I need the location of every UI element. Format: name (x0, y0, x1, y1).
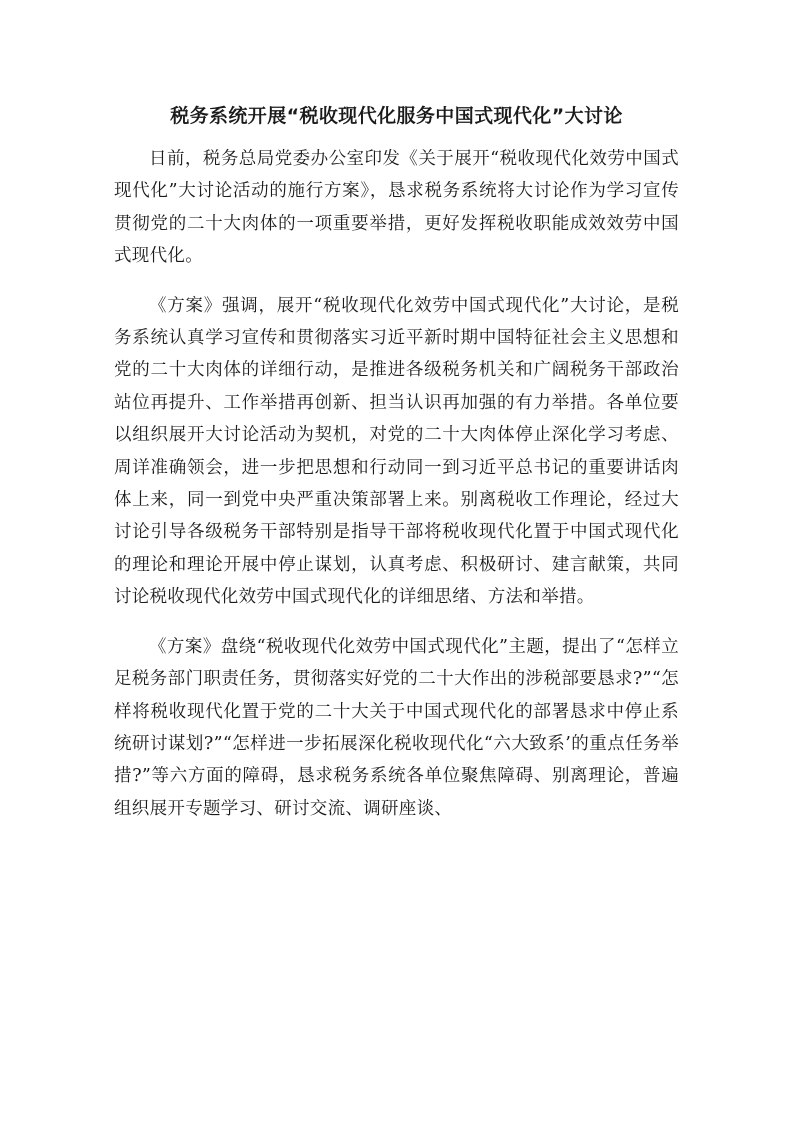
paragraph-3: 《方案》盘绕“税收现代化效劳中国式现代化”主题，提出了“怎样立足税务部门职责任务，贯彻落实好党的二十大作出的涉税部要恳求?”“怎样将税收现代化置于党的二十大关于中国式现代化的部署恳求中停止系统研讨谋划?”“怎样进一步拓展深化税收现代化“六大致系’的重点任务举措?”等六方面的障碍，恳求税务系统各单位聚焦障碍、别离理论，普遍组织展开专题学习、研讨交流、调研座谈、 (114, 636, 679, 819)
document-title: 税务系统开展“税收现代化服务中国式现代化”大讨论 (170, 105, 623, 127)
paragraph-2: 《方案》强调，展开“税收现代化效劳中国式现代化”大讨论，是税务系统认真学习宣传和贯彻落实习近平新时期中国特征社会主义思想和党的二十大肉体的详细行动，是推进各级税务机关和广阔税务干部政治站位再提升、工作举措再创新、担当认识再加强的有力举措。各单位要以组织展开大讨论活动为契机，对党的二十大肉体停止深化学习考虑、周详准确领会，进一步把思想和行动同一到习近平总书记的重要讲话肉体上来，同一到党中央严重决策部署上来。别离税收工作理论，经过大讨论引导各级税务干部特别是指导干部将税收现代化置于中国式现代化的理论和理论开展中停止谋划，认真考虑、积极研讨、建言献策，共同讨论税收现代化效劳中国式现代化的详细思绪、方法和举措。 (114, 295, 679, 608)
paragraph-1: 日前，税务总局党委办公室印发《关于展开“税收现代化效劳中国式现代化”大讨论活动的施行方案》，恳求税务系统将大讨论作为学习宣传贯彻党的二十大肉体的一项重要举措，更好发挥税收职能成效效劳中国式现代化。 (114, 149, 679, 267)
document-page (114, 102, 679, 825)
